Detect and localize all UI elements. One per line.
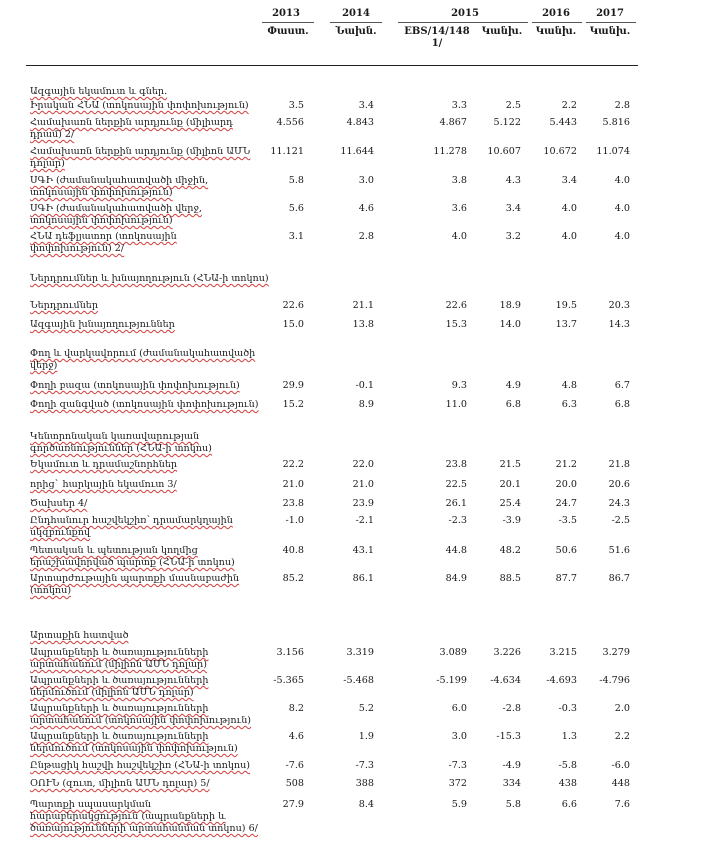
cell-value: -7.3 — [355, 760, 374, 771]
cell-value: 25.4 — [499, 498, 521, 509]
cell-value: 5.2 — [358, 703, 374, 714]
cell-value: 51.6 — [608, 545, 630, 556]
cell-value: -3.9 — [502, 515, 521, 526]
cell-value: 3.215 — [549, 647, 577, 658]
cell-value: 11.278 — [433, 146, 467, 157]
cell-value: 20.1 — [499, 479, 521, 490]
row-label: Եկամուտ և դրամաշնորհներ — [30, 459, 178, 470]
cell-value: 388 — [355, 778, 374, 789]
row-label: Համախառն ներքին արդյունք (միլիոն ԱՄՆ դոլար) — [30, 146, 251, 169]
row-label: Պետական և պետության կողմից երաշխավորված պարտք (ՀՆԱ-ի տոկոս) — [30, 545, 235, 568]
cell-value: 22.6 — [445, 300, 467, 311]
cell-value: -6.0 — [611, 760, 630, 771]
cell-value: 5.6 — [288, 203, 304, 214]
subheader-forecast-2015: Կանխ. — [481, 26, 523, 37]
cell-value: 6.8 — [505, 399, 521, 410]
cell-value: -7.6 — [285, 760, 304, 771]
row-label: Ապրանքների և ծառայությունների ներմուծում (միլիոն ԱՄՆ դոլար) — [30, 675, 209, 698]
cell-value: 23.9 — [352, 498, 374, 509]
cell-value: 84.9 — [445, 573, 467, 584]
row-label: ՕՈՒՆ (զուտ, միլիոն ԱՄՆ դոլար) 5/ — [30, 778, 210, 789]
cell-value: 22.0 — [352, 459, 374, 470]
row-label: Ընդհանուր հաշվեկշիռ՝ դրամարկղային սկզբունքով — [30, 515, 233, 538]
cell-value: 14.0 — [499, 319, 521, 330]
cell-value: 21.5 — [499, 459, 521, 470]
row-label: ՍԳԻ (ժամանակահատվածի միջին, տոկոսային փոփոխություն) — [30, 175, 209, 198]
cell-value: 5.122 — [493, 117, 521, 128]
row-label: ՍԳԻ (ժամանակահատվածի վերջ, տոկոսային փոփոխություն) — [30, 203, 202, 226]
cell-value: 22.6 — [282, 300, 304, 311]
section-title: Ներդրումներ և խնայողություն (ՀՆԱ-ի տոկոս) — [30, 273, 269, 284]
cell-value: 2.2 — [614, 731, 630, 742]
cell-value: 3.4 — [561, 175, 577, 186]
cell-value: 3.319 — [346, 647, 374, 658]
cell-value: -7.3 — [448, 760, 467, 771]
row-label: ՀՆԱ դեֆլյատոր (տոկոսային փոփոխություն) 2/ — [30, 231, 177, 254]
cell-value: -5.8 — [558, 760, 577, 771]
cell-value: 11.644 — [340, 146, 374, 157]
cell-value: 3.2 — [505, 231, 521, 242]
cell-value: -4.9 — [502, 760, 521, 771]
cell-value: 43.1 — [352, 545, 374, 556]
row-label: Ապրանքների և ծառայությունների ներմուծում (տոկոսային փոփոխություն) — [30, 731, 238, 754]
cell-value: 2.8 — [614, 100, 630, 111]
cell-value: 334 — [502, 778, 521, 789]
cell-value: -5.468 — [343, 675, 374, 686]
cell-value: 20.0 — [555, 479, 577, 490]
header-rule-2015 — [398, 22, 528, 23]
cell-value: 26.1 — [445, 498, 467, 509]
cell-value: 508 — [285, 778, 304, 789]
cell-value: 21.8 — [608, 459, 630, 470]
cell-value: 21.2 — [555, 459, 577, 470]
subheader-ebs-program: EBS/14/148 1/ — [404, 26, 470, 49]
cell-value: 40.8 — [282, 545, 304, 556]
cell-value: 2.8 — [358, 231, 374, 242]
cell-value: 3.156 — [276, 647, 304, 658]
row-label: Ապրանքների և ծառայությունների արտահանում (տոկոսային փոփոխություն) — [30, 703, 252, 726]
cell-value: -5.365 — [273, 675, 304, 686]
cell-value: 2.0 — [614, 703, 630, 714]
cell-value: 3.3 — [451, 100, 467, 111]
cell-value: -3.5 — [558, 515, 577, 526]
cell-value: 438 — [558, 778, 577, 789]
cell-value: -4.693 — [546, 675, 577, 686]
section-title: Ազգային եկամուտ և գներ. — [30, 86, 168, 97]
cell-value: 8.4 — [358, 799, 374, 810]
cell-value: 4.0 — [451, 231, 467, 242]
cell-value: 4.8 — [561, 380, 577, 391]
cell-value: 448 — [611, 778, 630, 789]
row-label: Իրական ՀՆԱ (տոկոսային փոփոխություն) — [30, 100, 249, 111]
cell-value: 21.0 — [352, 479, 374, 490]
cell-value: 4.9 — [505, 380, 521, 391]
cell-value: 7.6 — [614, 799, 630, 810]
row-label: Ընթացիկ հաշվի հաշվեկշիռ (ՀՆԱ-ի տոկոս) — [30, 760, 251, 771]
section-title: Փող և վարկավորում (ժամանակահատվածի վերջ) — [30, 348, 256, 371]
cell-value: 3.5 — [288, 100, 304, 111]
year-2013-header: 2013 — [272, 8, 300, 19]
section-title: Կենտրոնական կառավարության գործառնություններ (ՀՆԱ-ի տոկոս) — [30, 431, 212, 454]
cell-value: 6.8 — [614, 399, 630, 410]
cell-value: 3.4 — [505, 203, 521, 214]
row-label: Պարտքի սպասարկման հարաբերակցություն (ապրանքների և ծառայությունների արտահանման տոկոս) 6/ — [30, 799, 258, 834]
cell-value: -1.0 — [285, 515, 304, 526]
cell-value: 6.0 — [451, 703, 467, 714]
cell-value: 3.226 — [493, 647, 521, 658]
cell-value: 15.0 — [282, 319, 304, 330]
cell-value: 5.443 — [549, 117, 577, 128]
cell-value: 1.3 — [561, 731, 577, 742]
row-label: Ապրանքների և ծառայությունների արտահանում (միլիոն ԱՄՆ դոլար) — [30, 647, 209, 670]
year-2016-header: 2016 — [542, 8, 570, 19]
cell-value: 3.8 — [451, 175, 467, 186]
cell-value: -2.8 — [502, 703, 521, 714]
cell-value: 4.6 — [358, 203, 374, 214]
row-label: Փողի զանգված (տոկոսային փոփոխություն) — [30, 399, 259, 410]
cell-value: 6.6 — [561, 799, 577, 810]
cell-value: -0.1 — [355, 380, 374, 391]
cell-value: 22.2 — [282, 459, 304, 470]
cell-value: 11.121 — [270, 146, 304, 157]
cell-value: 27.9 — [282, 799, 304, 810]
cell-value: 4.0 — [561, 231, 577, 242]
cell-value: 3.0 — [451, 731, 467, 742]
year-2017-header: 2017 — [596, 8, 624, 19]
header-bottom-rule — [26, 65, 638, 66]
cell-value: 3.0 — [358, 175, 374, 186]
cell-value: 2.2 — [561, 100, 577, 111]
cell-value: -0.3 — [558, 703, 577, 714]
row-label: որից` հարկային եկամուտ 3/ — [30, 479, 177, 490]
cell-value: 3.4 — [358, 100, 374, 111]
cell-value: 372 — [448, 778, 467, 789]
cell-value: 24.7 — [555, 498, 577, 509]
cell-value: 24.3 — [608, 498, 630, 509]
cell-value: 4.556 — [276, 117, 304, 128]
subheader-forecast-2016: Կանխ. — [535, 26, 577, 37]
cell-value: 10.672 — [543, 146, 577, 157]
cell-value: 10.607 — [487, 146, 521, 157]
subheader-actual: Փաստ. — [267, 26, 309, 37]
header-rule-2017 — [586, 22, 636, 23]
cell-value: 4.3 — [505, 175, 521, 186]
cell-value: 11.0 — [445, 399, 467, 410]
cell-value: 87.7 — [555, 573, 577, 584]
section-title: Արտաքին հատված — [30, 630, 129, 641]
cell-value: 4.6 — [288, 731, 304, 742]
cell-value: 15.3 — [445, 319, 467, 330]
cell-value: 6.7 — [614, 380, 630, 391]
cell-value: -4.634 — [490, 675, 521, 686]
cell-value: 29.9 — [282, 380, 304, 391]
subheader-preliminary: Նախն. — [335, 26, 377, 37]
cell-value: 11.074 — [596, 146, 630, 157]
cell-value: 4.0 — [614, 203, 630, 214]
cell-value: 23.8 — [445, 459, 467, 470]
row-label: Փողի բազա (տոկոսային փոփոխություն) — [30, 380, 240, 391]
cell-value: 8.2 — [288, 703, 304, 714]
cell-value: 5.9 — [451, 799, 467, 810]
cell-value: 88.5 — [499, 573, 521, 584]
cell-value: 2.5 — [505, 100, 521, 111]
cell-value: 20.6 — [608, 479, 630, 490]
cell-value: -2.5 — [611, 515, 630, 526]
cell-value: 3.1 — [288, 231, 304, 242]
cell-value: 85.2 — [282, 573, 304, 584]
cell-value: 86.7 — [608, 573, 630, 584]
cell-value: 18.9 — [499, 300, 521, 311]
cell-value: 4.0 — [614, 175, 630, 186]
subheader-forecast-2017: Կանխ. — [589, 26, 631, 37]
header-rule-2016 — [532, 22, 582, 23]
cell-value: 13.8 — [352, 319, 374, 330]
row-label: Ներդրումներ — [30, 300, 99, 311]
cell-value: 5.8 — [505, 799, 521, 810]
cell-value: 19.5 — [555, 300, 577, 311]
cell-value: 4.867 — [439, 117, 467, 128]
header-rule-2013 — [262, 22, 314, 23]
cell-value: 22.5 — [445, 479, 467, 490]
cell-value: -15.3 — [496, 731, 521, 742]
cell-value: 15.2 — [282, 399, 304, 410]
row-label: Արտարժութային պարտքի մասնաբաժին (տոկոս) — [30, 573, 240, 596]
cell-value: 3.089 — [439, 647, 467, 658]
cell-value: 3.6 — [451, 203, 467, 214]
year-2014-header: 2014 — [342, 8, 370, 19]
cell-value: 4.843 — [346, 117, 374, 128]
cell-value: 1.9 — [358, 731, 374, 742]
cell-value: 21.1 — [352, 300, 374, 311]
cell-value: -4.796 — [599, 675, 630, 686]
cell-value: -2.3 — [448, 515, 467, 526]
row-label: Համախառն ներքին արդյունք (միլիարդ դրամ) 2/ — [30, 117, 233, 140]
cell-value: 3.279 — [602, 647, 630, 658]
row-label: Ծախսեր 4/ — [30, 498, 88, 509]
cell-value: 5.816 — [602, 117, 630, 128]
cell-value: 86.1 — [352, 573, 374, 584]
cell-value: 50.6 — [555, 545, 577, 556]
cell-value: 48.2 — [499, 545, 521, 556]
cell-value: -2.1 — [355, 515, 374, 526]
year-2015-header: 2015 — [451, 8, 479, 19]
cell-value: 4.0 — [614, 231, 630, 242]
cell-value: 20.3 — [608, 300, 630, 311]
cell-value: -5.199 — [436, 675, 467, 686]
cell-value: 9.3 — [451, 380, 467, 391]
cell-value: 44.8 — [445, 545, 467, 556]
cell-value: 23.8 — [282, 498, 304, 509]
header-rule-2014 — [330, 22, 382, 23]
cell-value: 8.9 — [358, 399, 374, 410]
cell-value: 6.3 — [561, 399, 577, 410]
row-label: Ազգային խնայողություններ — [30, 319, 175, 330]
cell-value: 5.8 — [288, 175, 304, 186]
cell-value: 14.3 — [608, 319, 630, 330]
cell-value: 21.0 — [282, 479, 304, 490]
cell-value: 13.7 — [555, 319, 577, 330]
cell-value: 4.0 — [561, 203, 577, 214]
